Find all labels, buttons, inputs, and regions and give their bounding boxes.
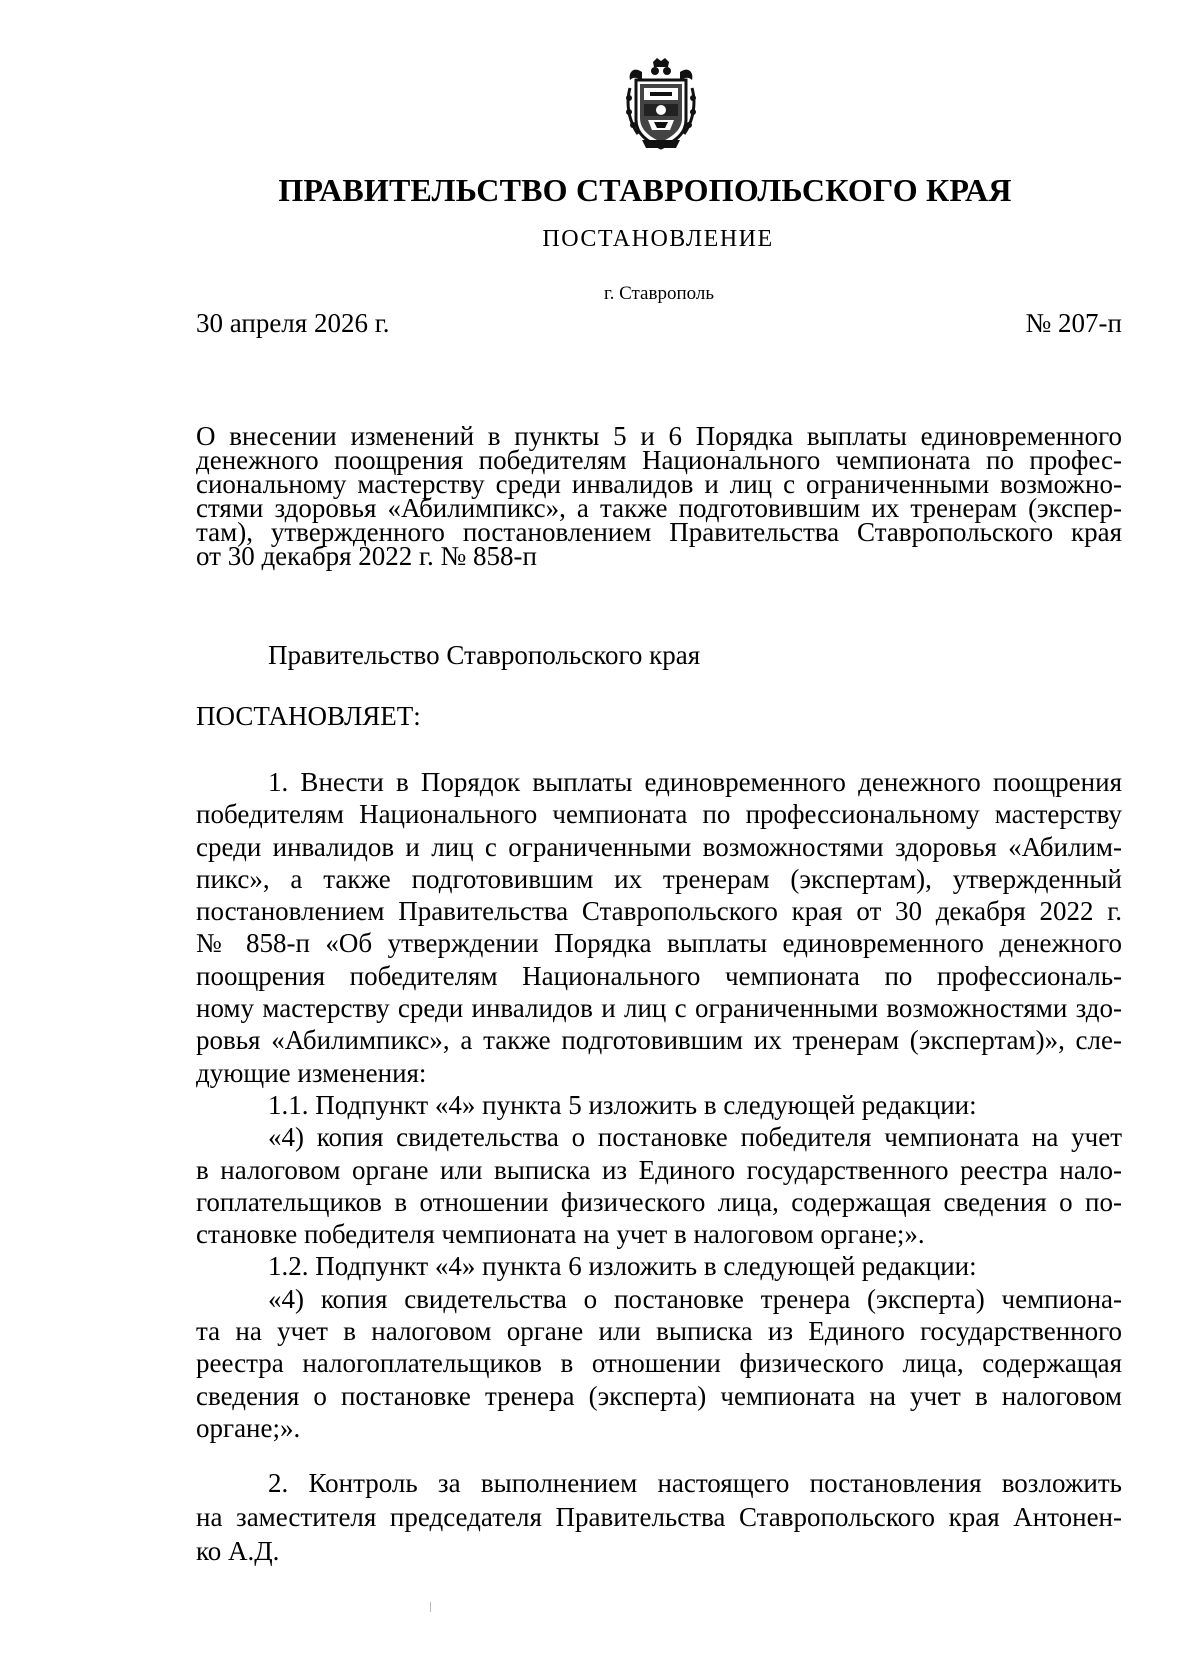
document-number: № 207-п xyxy=(1025,308,1122,338)
item-line: поощрения победителям Национального чемпионата по профессиональ- xyxy=(196,960,1122,991)
subject-line: денежного поощрения победителям Национального чемпионата по профес- xyxy=(196,445,1122,475)
item-line: реестра налогоплательщиков в отношении физического лица, содержащая xyxy=(196,1348,1122,1379)
item-line: сведения о постановке тренера (эксперта) чемпионата на учет в налоговом xyxy=(196,1380,1122,1411)
document-subject xyxy=(196,421,1122,571)
item-line: «4) копия свидетельства о постановке тренера (эксперта) чемпиона- xyxy=(268,1283,1122,1314)
organization-title: ПРАВИТЕЛЬСТВО СТАВРОПОЛЬСКОГО КРАЯ xyxy=(278,172,1012,208)
item-line: гоплательщиков в отношении физического лица, содержащая сведения о по- xyxy=(196,1186,1122,1217)
item-line: № 858-п «Об утверждении Порядка выплаты единовременного денежного xyxy=(196,928,1122,959)
item-line: становке победителя чемпионата на учет в налоговом органе;». xyxy=(196,1219,925,1250)
item-line: 1. Внести в Порядок выплаты единовременного денежного поощрения xyxy=(268,767,1122,797)
item-line: ко А.Д. xyxy=(196,1536,280,1566)
document-city: г. Ставрополь xyxy=(603,283,715,304)
item-line: ровья «Абилимпикс», а также подготовившим их тренерам (экспертам)», сле- xyxy=(196,1025,1122,1056)
page-mark xyxy=(430,1602,431,1612)
subject-line: О внесении изменений в пункты 5 и 6 Порядка выплаты единовременного xyxy=(196,421,1122,451)
item-1 xyxy=(196,766,1122,1444)
preamble: Правительство Ставропольского края xyxy=(268,640,701,670)
item-line: органе;». xyxy=(196,1412,301,1443)
resolves-heading: ПОСТАНОВЛЯЕТ: xyxy=(196,701,421,731)
item-line: 2. Контроль за выполнением настоящего постановления возложить xyxy=(268,1468,1122,1498)
item-line: ному мастерству среди инвалидов и лиц с ограниченными возможностями здо- xyxy=(196,993,1122,1024)
subject-line: стями здоровья «Абилимпикс», а также подготовившим их тренерам (экспер- xyxy=(196,493,1122,523)
document-date: 30 апреля 2026 г. xyxy=(196,308,390,338)
subject-line: там), утвержденного постановлением Правительства Ставропольского края xyxy=(196,517,1122,547)
subject-line: сиональному мастерству среди инвалидов и лиц с ограниченными возможно- xyxy=(196,469,1122,499)
item-line: на заместителя председателя Правительства Ставропольского края Антонен- xyxy=(196,1502,1122,1532)
item-line: дующие изменения: xyxy=(196,1057,427,1088)
item-line: постановлением Правительства Ставропольского края от 30 декабря 2022 г. xyxy=(196,896,1122,927)
document-type: ПОСТАНОВЛЕНИЕ xyxy=(542,226,774,252)
subitem-1-1-heading: 1.1. Подпункт «4» пункта 5 изложить в следующей редакции: xyxy=(268,1089,977,1120)
item-line: победителям Национального чемпионата по профессиональному мастерству xyxy=(196,799,1122,830)
item-line: в налоговом органе или выписка из Единого государственного реестра нало- xyxy=(196,1154,1122,1185)
subject-line: от 30 декабря 2022 г. № 858-п xyxy=(196,541,537,571)
stavropol-coat-of-arms-icon xyxy=(620,58,702,154)
item-2 xyxy=(196,1466,1122,1568)
item-line: пикс», а также подготовившим их тренерам (экспертам), утвержденный xyxy=(196,863,1122,894)
subitem-1-2-heading: 1.2. Подпункт «4» пункта 6 изложить в следующей редакции: xyxy=(268,1251,977,1282)
item-line: та на учет в налоговом органе или выписка из Единого государственного xyxy=(196,1316,1122,1347)
item-line: «4) копия свидетельства о постановке победителя чемпионата на учет xyxy=(268,1122,1122,1153)
item-line: среди инвалидов и лиц с ограниченными возможностями здоровья «Абилим- xyxy=(196,831,1122,862)
